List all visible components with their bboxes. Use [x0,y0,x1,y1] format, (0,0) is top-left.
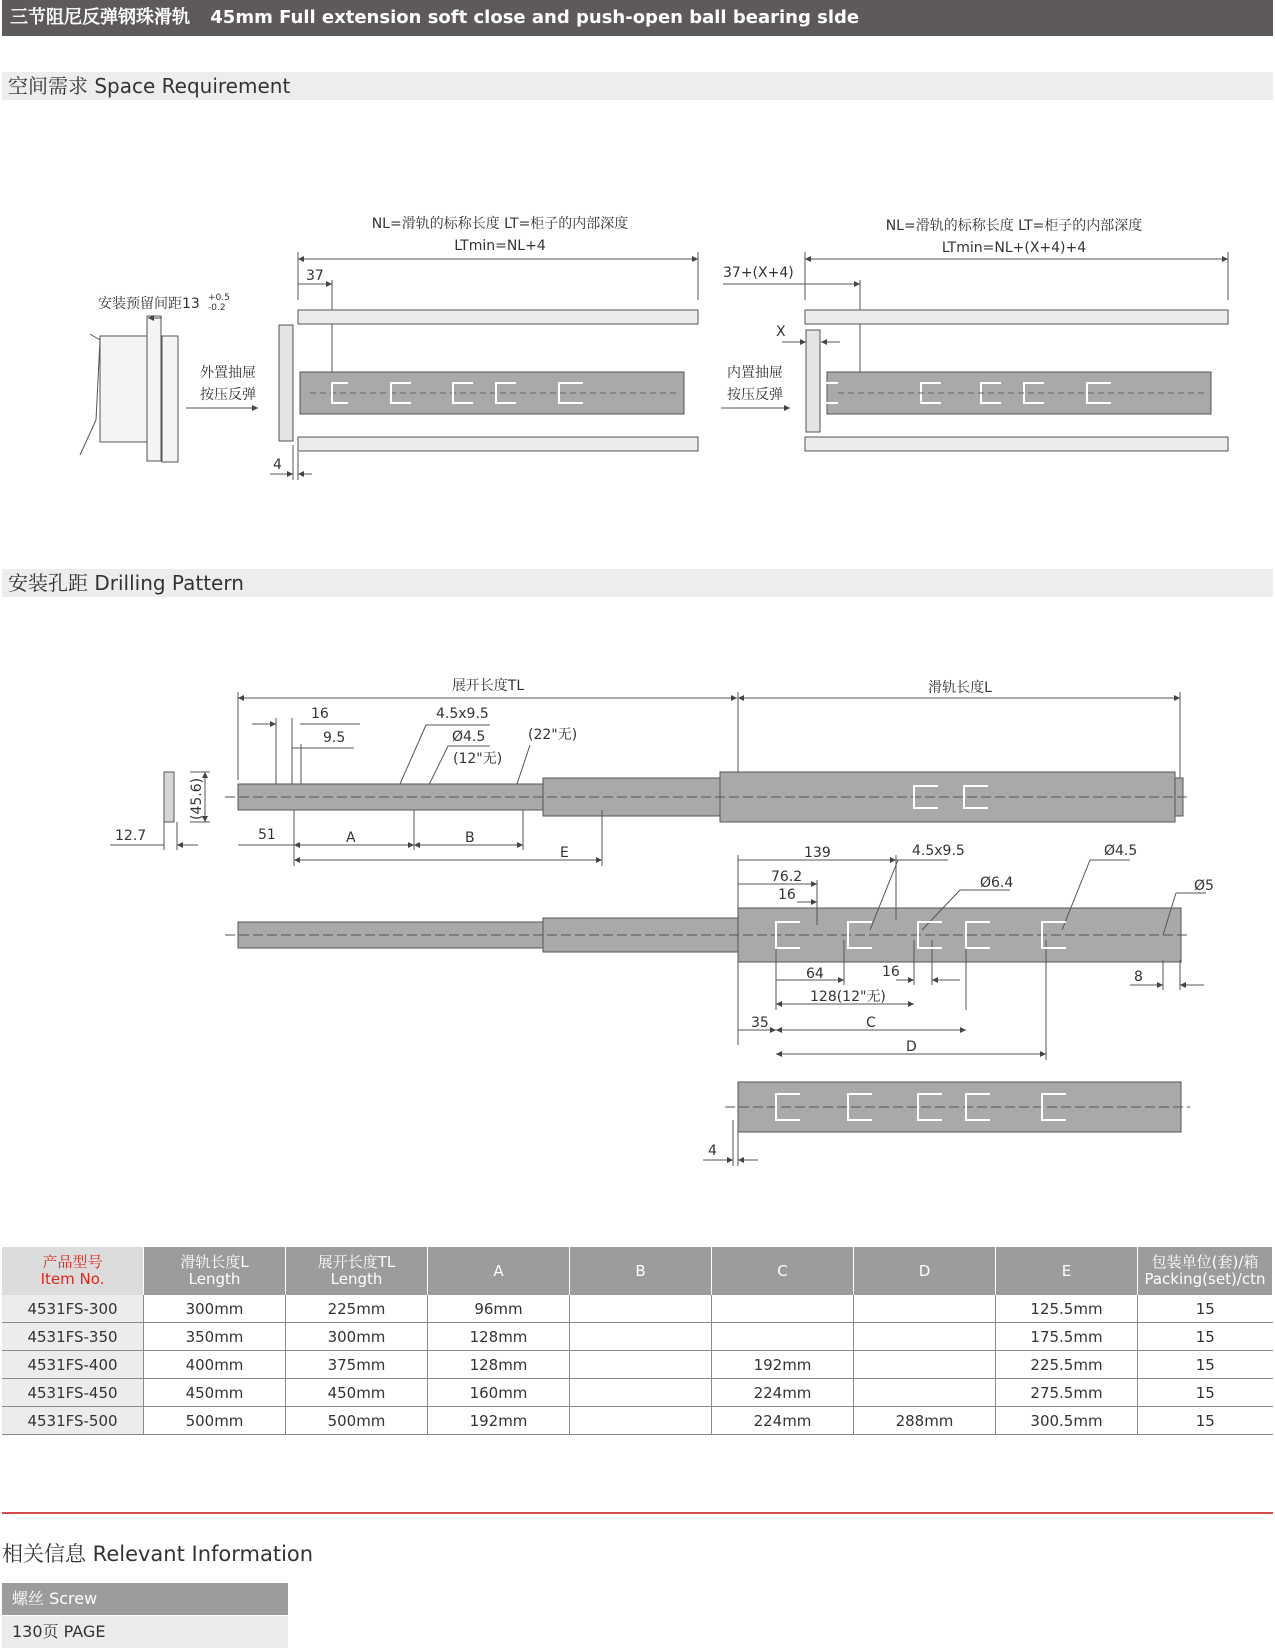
page-reference: 130页 PAGE [2,1616,288,1648]
table-row: 4531FS-300 300mm 225mm 96mm 125.5mm 15 [2,1295,1273,1323]
th-packing: 包装单位(套)/箱 Packing(set)/ctn [1138,1247,1273,1295]
drilling-diagram [0,665,1275,1170]
section-relevant-information: 相关信息 Relevant Information [2,1542,314,1566]
table-row: 4531FS-350 350mm 300mm 128mm 175.5mm 15 [2,1323,1273,1351]
page-header [2,0,1273,36]
drill-d139: 139 [804,845,831,861]
drill-A: A [346,830,356,846]
drill-E: E [560,845,569,861]
drill-d51: 51 [258,827,276,843]
drill-d4: 4 [708,1143,717,1159]
drill-d762: 76.2 [771,869,803,885]
drill-hole5: Ø5 [1194,878,1214,894]
drill-hole45b: Ø4.5 [1104,843,1138,859]
drill-B: B [465,830,475,846]
drill-tl-label: 展开长度TL [451,678,525,694]
table-row: 4531FS-400 400mm 375mm 128mm 192mm 225.5mm 15 [2,1351,1273,1379]
space-diagram [0,200,1275,490]
divider [2,1512,1273,1514]
space-left-drawer-type2: 按压反弹 [200,387,256,403]
drill-d8: 8 [1134,969,1143,985]
space-right-dim-x: X [776,324,786,340]
th-d: D [854,1247,996,1295]
table-row: 4531FS-450 450mm 450mm 160mm 224mm 275.5mm 15 [2,1379,1273,1407]
th-item-no: 产品型号 Item No. [2,1247,144,1295]
th-a: A [428,1247,570,1295]
th-c: C [712,1247,854,1295]
drill-slot: 4.5x9.5 [436,706,489,722]
drill-d35: 35 [751,1015,769,1031]
th-length-tl: 展开长度TL Length [286,1247,428,1295]
space-left-gap-tol-down: -0.2 [208,303,226,313]
th-e: E [996,1247,1138,1295]
table-row: 4531FS-500 500mm 500mm 192mm 224mm 288mm 300.5mm 15 [2,1407,1273,1435]
title-cn: 三节阻尼反弹钢珠滑轨 [10,7,190,28]
section-space-requirement: 空间需求 Space Requirement [2,72,1273,100]
space-left-formula2: LTmin=NL+4 [454,238,546,254]
space-right-drawer-type1: 内置抽屉 [727,365,783,381]
drill-d127: 12.7 [115,828,147,844]
screw-link[interactable]: 螺丝 Screw [2,1583,288,1615]
space-left-dim4: 4 [273,457,282,473]
drill-l-label: 滑轨长度L [928,680,992,696]
drill-d95: 9.5 [323,730,346,746]
space-right-formula2: LTmin=NL+(X+4)+4 [941,240,1087,256]
drill-h456: (45.6) [189,777,205,820]
space-left-gap-label: 安装预留间距13 [98,296,200,312]
spec-table [2,1247,1273,1435]
th-b: B [570,1247,712,1295]
drill-d16: 16 [311,706,329,722]
drill-note12: (12"无) [453,751,503,767]
section-drilling-pattern: 安装孔距 Drilling Pattern [2,569,1273,597]
drill-d64: 64 [806,966,824,982]
drill-d16b: 16 [778,887,796,903]
th-length-l: 滑轨长度L Length [144,1247,286,1295]
drill-d16c: 16 [882,964,900,980]
space-left-formula1: NL=滑轨的标称长度 LT=柜子的内部深度 [371,216,629,232]
drill-slot2: 4.5x9.5 [912,843,965,859]
title-en: 45mm Full extension soft close and push-open ball bearing slde [210,7,860,28]
space-left-gap-tol-up: +0.5 [208,293,230,303]
table-header-row [2,1247,1273,1295]
space-left-dim37: 37 [306,268,324,284]
drill-hole45: Ø4.5 [452,729,486,745]
drill-d128: 128(12"无) [810,989,886,1005]
drill-note22: (22"无) [528,727,578,743]
drill-D: D [906,1039,917,1055]
space-right-formula1: NL=滑轨的标称长度 LT=柜子的内部深度 [885,218,1143,234]
space-right-drawer-type2: 按压反弹 [727,387,783,403]
drill-hole64: Ø6.4 [980,875,1014,891]
space-left-drawer-type1: 外置抽屉 [200,365,256,381]
drill-C: C [866,1015,876,1031]
space-right-dim-top: 37+(X+4) [723,265,794,281]
